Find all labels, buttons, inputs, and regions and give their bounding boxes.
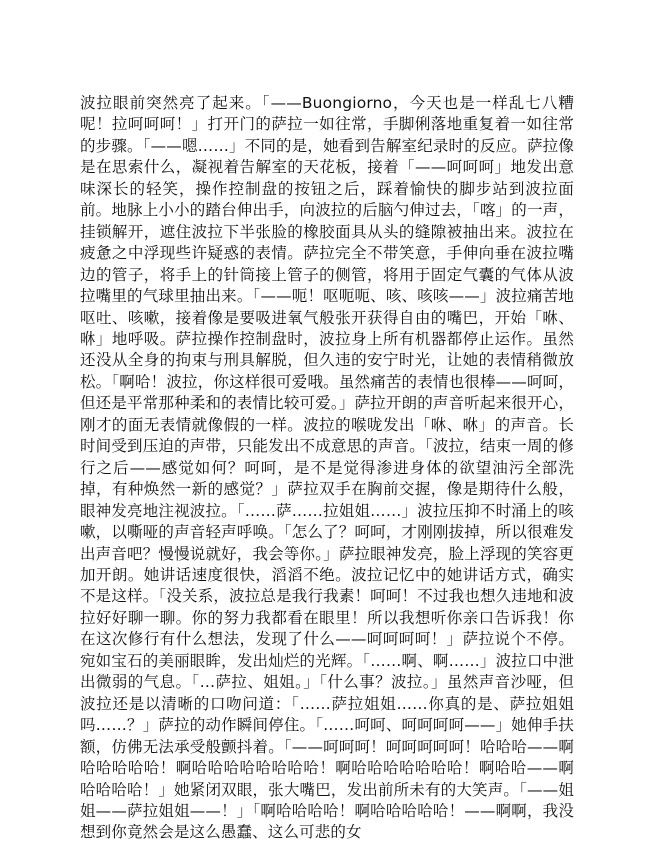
- body-text: 波拉眼前突然亮了起来。「——Buongiorno，今天也是一样乱七八糟呢！拉呵呵呵！」打开门的萨拉一如往常，手脚俐落地重复着一如往常的步骤。「——嗯……」不同的是，她看到告解室纪录时的反应。萨拉像是在思索什么，凝视着告解室的天花板，接着「——呵呵呵」地发出意味深长的轻笑，操作控制盘的按钮之后，踩着愉快的脚步站到波拉面前。地脉上小小的踏台伸出手，向波拉的后脑勺伸过去，「喀」的一声，挂锁解开，遮住波拉下半张脸的橡胶面具从头的缝隙被抽出来。波拉在疲惫之中浮现些许疑惑的表情。萨拉完全不带笑意，手伸向垂在波拉嘴边的管子，将手上的针筒接上管子的侧管，将用于固定气囊的气体从波拉嘴里的气球里抽出来。「——呃！呕呃呃、咳、咳咳——」波拉痛苦地呕吐、咳嗽，接着像是要吸进氧气般张开获得自由的嘴巴，开始「咻、咻」地呼吸。萨拉操作控制盘时，波拉身上所有机器都停止运作。虽然还没从全身的拘束与刑具解脱，但久违的安宁时光，让她的表情稍微放松。「啊哈！波拉，你这样很可爱哦。虽然痛苦的表情也很棒——呵呵，但还是平常那种柔和的表情比较可爱。」萨拉开朗的声音听起来很开心，刚才的面无表情就像假的一样。波拉的喉咙发出「咻、咻」的声音。长时间受到压迫的声带，只能发出不成意思的声音。「波拉，结束一周的修行之后——感觉如何？呵呵，是不是觉得渗进身体的欲望油污全部洗掉，有种焕然一新的感觉？」萨拉双手在胸前交握，像是期待什么般，眼神发亮地注视波拉。「……萨……拉姐姐……」波拉压抑不时涌上的咳嗽，以嘶哑的声音轻声呼唤。「怎么了？呵呵，才刚刚拔掉，所以很难发出声音吧？慢慢说就好，我会等你。」萨拉眼神发亮，脸上浮现的笑容更加开朗。她讲话速度很快，滔滔不绝。波拉记忆中的她讲话方式，确实不是这样。「没关系，波拉总是我行我素！呵呵！不过我也想久违地和波拉好好聊一聊。你的努力我都看在眼里！所以我想听你亲口告诉我！你在这次修行有什么想法，发现了什么——呵呵呵呵！」萨拉说个不停。宛如宝石的美丽眼眸，发出灿烂的光辉。「……啊、啊……」波拉口中泄出微弱的气息。「…萨拉、姐姐。」「什么事？波拉。」虽然声音沙哑，但波拉还是以清晰的口吻问道：「……萨拉姐姐……你真的是、萨拉姐姐吗……？」萨拉的动作瞬间停住。「……呵呵、呵呵呵呵——」她伸手扶额，仿佛无法承受般颤抖着。「——呵呵呵！呵呵呵呵呵！哈哈哈——啊哈哈哈哈哈！啊哈哈哈哈哈哈哈哈！啊哈哈哈哈哈哈哈！啊哈哈——啊哈哈哈哈！」她紧闭双眼，张大嘴巴，发出前所未有的大笑声。「——姐姐——萨拉姐姐——！」「啊哈哈哈哈！啊哈哈哈哈哈！——啊啊，我没想到你竟然会是这么愚蠢、这么可悲的女: [80, 94, 574, 842]
